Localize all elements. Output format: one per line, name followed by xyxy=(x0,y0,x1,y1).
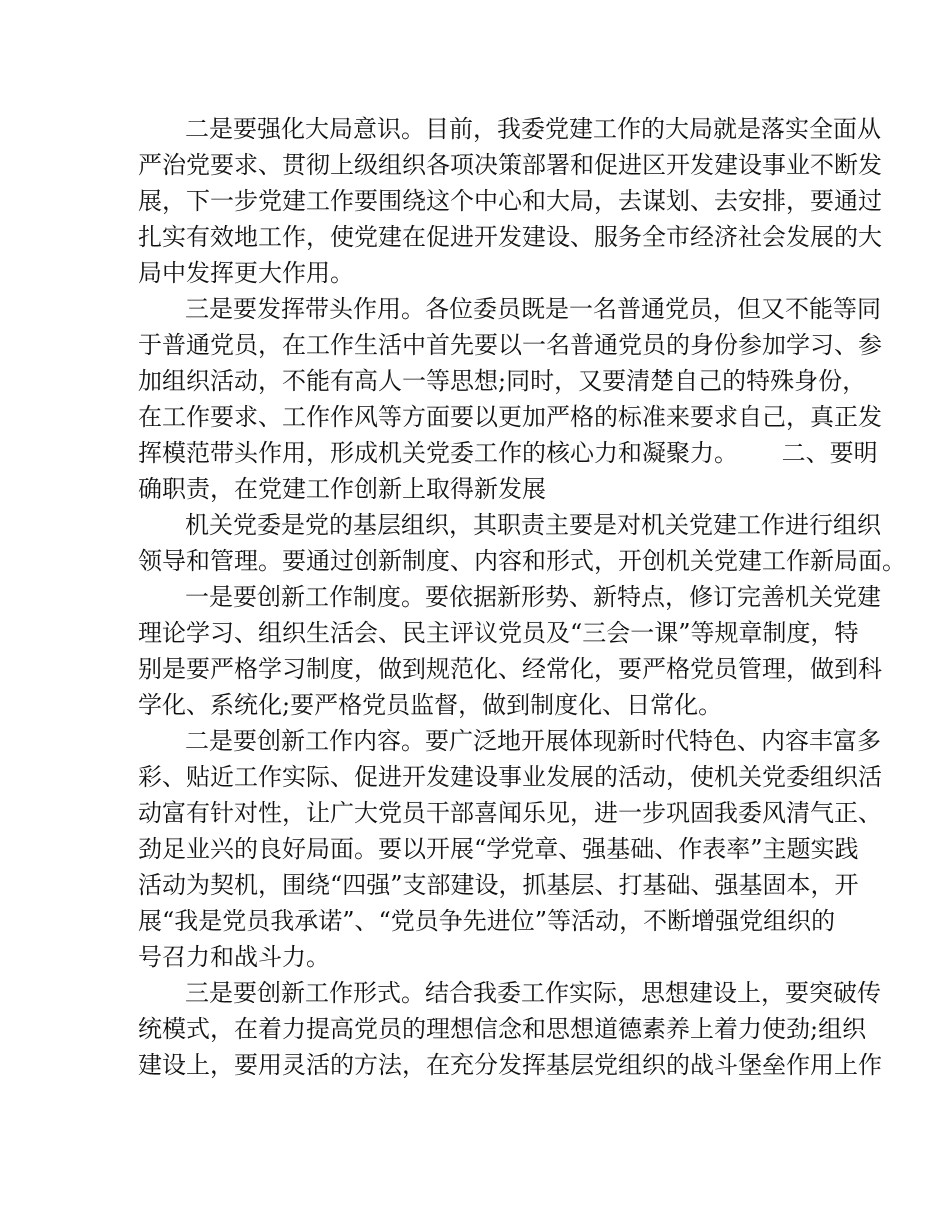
text-line: 扎实有效地工作，使党建在促进开发建设、服务全市经济社会发展的大 xyxy=(138,223,882,251)
text-line: 二是要强化大局意识。目前，我委党建工作的大局就是落实全面从 xyxy=(185,115,881,143)
text-line: 机关党委是党的基层组织，其职责主要是对机关党建工作进行组织 xyxy=(185,511,881,539)
text-line: 领导和管理。要通过创新制度、内容和形式，开创机关党建工作新局面。 xyxy=(138,547,906,575)
text-line: 学化、系统化;要严格党员监督，做到制度化、日常化。 xyxy=(138,691,723,719)
text-line: 活动为契机，围绕“四强”支部建设，抓基层、打基础、强基固本，开 xyxy=(138,871,859,899)
text-line: 挥模范带头作用，形成机关党委工作的核心力和凝聚力。 二、要明 xyxy=(138,439,878,467)
text-line: 二是要创新工作内容。要广泛地开展体现新时代特色、内容丰富多 xyxy=(185,727,881,755)
text-line: 三是要创新工作形式。结合我委工作实际，思想建设上，要突破传 xyxy=(185,979,881,1007)
text-line: 劲足业兴的良好局面。要以开展“学党章、强基础、作表率”主题实践 xyxy=(138,835,859,863)
text-line: 三是要发挥带头作用。各位委员既是一名普通党员，但又不能等同 xyxy=(185,295,881,323)
text-line: 别是要严格学习制度，做到规范化、经常化，要严格党员管理，做到科 xyxy=(138,655,882,683)
text-line: 于普通党员，在工作生活中首先要以一名普通党员的身份参加学习、参 xyxy=(138,331,882,359)
text-line: 彩、贴近工作实际、促进开发建设事业发展的活动，使机关党委组织活 xyxy=(138,763,882,791)
text-line: 展，下一步党建工作要围绕这个中心和大局，去谋划、去安排，要通过 xyxy=(138,187,882,215)
text-line: 严治党要求、贯彻上级组织各项决策部署和促进区开发建设事业不断发 xyxy=(138,151,882,179)
text-line: 理论学习、组织生活会、民主评议党员及“三会一课”等规章制度，特 xyxy=(138,619,859,647)
text-line: 一是要创新工作制度。要依据新形势、新特点，修订完善机关党建 xyxy=(185,583,881,611)
text-line: 建设上，要用灵活的方法，在充分发挥基层党组织的战斗堡垒作用上作 xyxy=(138,1051,882,1079)
text-line: 在工作要求、工作作风等方面要以更加严格的标准来要求自己，真正发 xyxy=(138,403,882,431)
text-line: 展“我是党员我承诺”、“党员争先进位”等活动，不断增强党组织的 xyxy=(138,907,836,935)
text-line: 号召力和战斗力。 xyxy=(138,943,330,971)
text-line: 局中发挥更大作用。 xyxy=(138,259,354,287)
text-line: 统模式，在着力提高党员的理想信念和思想道德素养上着力使劲;组织 xyxy=(138,1015,867,1043)
text-line: 动富有针对性，让广大党员干部喜闻乐见，进一步巩固我委风清气正、 xyxy=(138,799,882,827)
text-line: 确职责，在党建工作创新上取得新发展 xyxy=(138,475,546,503)
text-line: 加组织活动，不能有高人一等思想;同时，又要清楚自己的特殊身份， xyxy=(138,367,867,395)
